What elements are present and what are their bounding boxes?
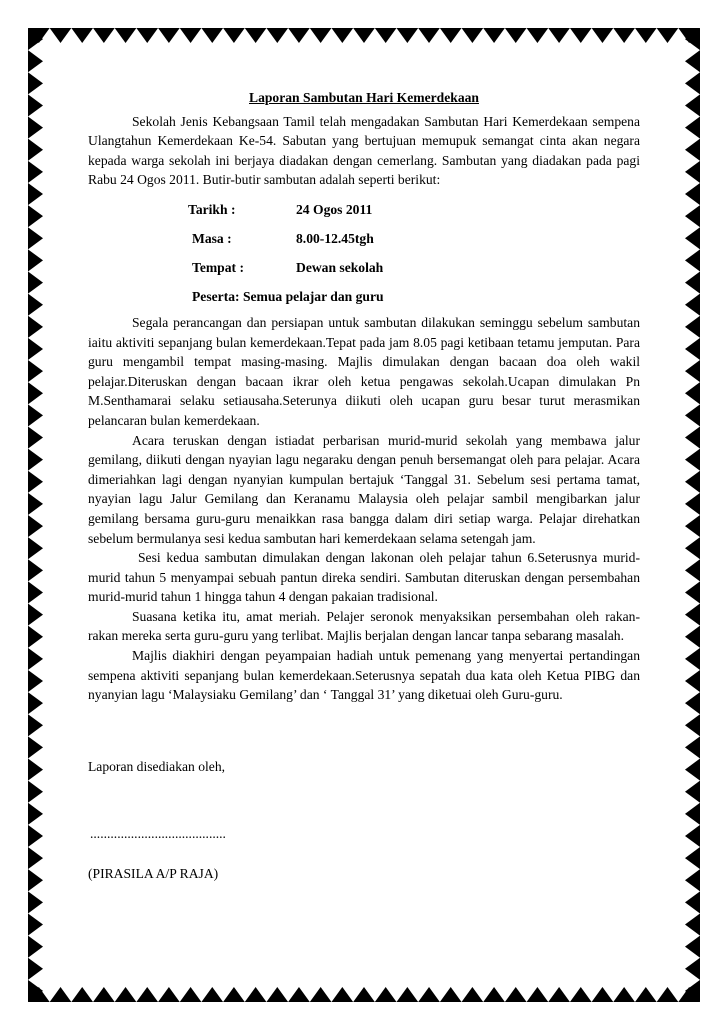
border-triangle	[28, 449, 43, 471]
border-triangle	[28, 294, 43, 316]
signature-label: Laporan disediakan oleh,	[88, 758, 226, 774]
border-triangle	[28, 161, 43, 183]
border-triangle	[685, 869, 700, 891]
border-triangle	[28, 205, 43, 227]
border-triangle	[685, 670, 700, 692]
body-paragraph-4: Suasana ketika itu, amat meriah. Pelajer seronok menyaksikan persembahan oleh rakan-rakan mereka serta guru-guru yang terlibat. Majlis berjalan dengan lancar tanpa sebarang masalah.	[88, 608, 640, 644]
border-triangle	[28, 604, 43, 626]
border-triangle	[527, 28, 549, 43]
masa-label: Masa :	[192, 230, 232, 246]
event-details	[88, 195, 640, 311]
border-triangle	[71, 987, 93, 1002]
border-triangle	[635, 28, 657, 43]
border-triangle	[685, 913, 700, 935]
border-triangle	[685, 360, 700, 382]
border-triangle	[28, 139, 43, 161]
border-triangle	[685, 604, 700, 626]
border-triangle	[685, 272, 700, 294]
border-triangle	[657, 28, 679, 43]
border-triangle	[28, 227, 43, 249]
border-triangle	[28, 537, 43, 559]
border-triangle	[28, 72, 43, 94]
border-triangle	[397, 987, 419, 1002]
border-triangle	[28, 825, 43, 847]
border-triangle	[28, 360, 43, 382]
peserta-line: Peserta: Semua pelajar dan guru	[192, 288, 384, 304]
border-triangle	[50, 987, 72, 1002]
border-triangle	[310, 28, 332, 43]
border-triangle	[28, 692, 43, 714]
border-triangle	[180, 987, 202, 1002]
border-triangle	[685, 958, 700, 980]
border-triangle	[685, 781, 700, 803]
border-triangle	[353, 987, 375, 1002]
border-triangle	[570, 987, 592, 1002]
border-triangle	[331, 28, 353, 43]
border-triangle	[462, 987, 484, 1002]
border-triangle	[28, 714, 43, 736]
border-triangle	[28, 404, 43, 426]
detail-row-masa	[88, 224, 640, 253]
tarikh-label: Tarikh :	[188, 201, 236, 217]
border-triangle	[180, 28, 202, 43]
border-triangle	[418, 28, 440, 43]
border-triangle	[28, 94, 43, 116]
border-triangle	[685, 581, 700, 603]
border-triangle	[28, 581, 43, 603]
border-triangle	[50, 28, 72, 43]
border-triangle	[592, 28, 614, 43]
border-triangle	[685, 537, 700, 559]
border-triangle	[685, 714, 700, 736]
border-triangle	[685, 338, 700, 360]
border-triangle	[28, 249, 43, 271]
border-triangle	[685, 803, 700, 825]
border-triangle	[28, 648, 43, 670]
border-triangle	[685, 471, 700, 493]
report-page	[88, 88, 640, 884]
border-triangle	[685, 50, 700, 72]
border-triangle	[28, 781, 43, 803]
border-triangle	[201, 987, 223, 1002]
border-triangle	[505, 987, 527, 1002]
border-triangle	[613, 987, 635, 1002]
border-triangle	[375, 987, 397, 1002]
body-paragraph-3: Sesi kedua sambutan dimulakan dengan lakonan oleh pelajar tahun 6.Seterusnya murid-murid tahun 5 menyampai sebuah pantun direka sendiri. Sambutan diteruskan dengan persembahan murid-murid tahun 1 hingga tahun 4 dengan pakaian tradisional.	[88, 550, 640, 605]
border-triangle	[266, 28, 288, 43]
border-triangle	[685, 648, 700, 670]
border-triangle	[685, 183, 700, 205]
border-triangle	[28, 515, 43, 537]
body-paragraph-5: Majlis diakhiri dengan peyampaian hadiah untuk pemenang yang menyertai pertandingan sempena aktiviti sepanjang bulan kemerdekaan.Seterusnya sepatah dua kata oleh Ketua PIBG dan nyanyian lagu ‘Malaysiaku Gemilang’ dan ‘ Tanggal 31’ yang diketuai oleh Guru-guru.	[88, 648, 640, 703]
intro-paragraph: Sekolah Jenis Kebangsaan Tamil telah mengadakan Sambutan Hari Kemerdekaan sempena Ulangtahun Kemerdekaan Ke-54. Sabutan yang bertujuan memupuk semangat cinta akan negara kepada warga sekolah ini berjaya diadakan dengan cemerlang. Sambutan yang diadakan pada pagi Rabu 24 Ogos 2011. Butir-butir sambutan adalah seperti berikut:	[88, 113, 640, 188]
border-triangle	[418, 987, 440, 1002]
border-triangle	[483, 28, 505, 43]
border-triangle	[28, 117, 43, 139]
border-triangle	[685, 404, 700, 426]
masa-value: 8.00-12.45tgh	[296, 230, 374, 246]
border-triangle	[685, 227, 700, 249]
border-triangle	[28, 426, 43, 448]
border-triangle	[288, 28, 310, 43]
detail-row-tarikh	[88, 195, 640, 224]
border-triangle	[115, 987, 137, 1002]
border-triangle	[685, 449, 700, 471]
border-triangle	[266, 987, 288, 1002]
border-triangle	[483, 987, 505, 1002]
border-triangle	[28, 493, 43, 515]
border-triangle	[685, 249, 700, 271]
border-triangle	[28, 670, 43, 692]
border-triangle	[548, 987, 570, 1002]
border-triangle	[28, 891, 43, 913]
signature-line: ........................................	[90, 826, 226, 842]
border-triangle	[93, 987, 115, 1002]
border-triangle	[440, 987, 462, 1002]
border-triangle	[310, 987, 332, 1002]
border-triangle	[613, 28, 635, 43]
border-triangle	[657, 987, 679, 1002]
border-triangle	[28, 471, 43, 493]
border-triangle	[28, 559, 43, 581]
border-triangle	[570, 28, 592, 43]
tempat-value: Dewan sekolah	[296, 259, 384, 275]
border-triangle	[397, 28, 419, 43]
border-triangle	[115, 28, 137, 43]
signatory-name: (PIRASILA A/P RAJA)	[88, 866, 219, 882]
border-triangle	[331, 987, 353, 1002]
border-triangle	[245, 987, 267, 1002]
border-triangle	[685, 936, 700, 958]
border-triangle	[685, 72, 700, 94]
border-triangle	[685, 493, 700, 515]
body-paragraph-2: Acara teruskan dengan istiadat perbarisan murid-murid sekolah yang membawa jalur gemilang, diikuti dengan nyayian lagu negaraku dengan penuh bersemangat oleh para pelajar. Acara dimeriahkan lagi dengan nyanyian kumpulan bertajuk ‘Tanggal 31. Sebelum sesi pertama tamat, nyayian lagu Jalur Gemilang dan Keranamu Malaysia oleh pelajar sambil mengibarkan jalur gemilang bersama guru-guru menaikkan rasa bangga dalam diri setiap warga. Pelajar direhatkan sebelum bermulanya sesi kedua sambutan hari kemerdekaan selama setengah jam.	[88, 432, 640, 546]
border-triangle	[685, 559, 700, 581]
border-triangle	[28, 913, 43, 935]
border-triangle	[685, 205, 700, 227]
detail-row-tempat	[88, 253, 640, 282]
border-triangle	[592, 987, 614, 1002]
border-triangle	[158, 987, 180, 1002]
border-triangle	[28, 338, 43, 360]
border-triangle	[685, 736, 700, 758]
border-triangle	[685, 94, 700, 116]
border-triangle	[685, 316, 700, 338]
border-triangle	[28, 936, 43, 958]
border-triangle	[223, 28, 245, 43]
border-triangle	[462, 28, 484, 43]
border-triangle	[685, 626, 700, 648]
border-triangle	[245, 28, 267, 43]
border-triangle	[440, 28, 462, 43]
border-triangle	[28, 382, 43, 404]
tempat-label: Tempat :	[192, 259, 244, 275]
border-triangle	[685, 759, 700, 781]
border-triangle	[685, 825, 700, 847]
tarikh-value: 24 Ogos 2011	[296, 201, 373, 217]
border-triangle	[28, 316, 43, 338]
border-triangle	[685, 891, 700, 913]
border-triangle	[288, 987, 310, 1002]
border-triangle	[685, 294, 700, 316]
border-triangle	[71, 28, 93, 43]
border-triangle	[635, 987, 657, 1002]
body-paragraph-1: Segala perancangan dan persiapan untuk sambutan dilakukan seminggu sebelum sambutan iaitu aktiviti sepanjang bulan kemerdekaan.Tepat pada jam 8.05 pagi ketibaan tetamu jemputan. Para guru mengambil tempat masing-masing. Majlis dimulakan dengan bacaan doa oleh wakil pelajar.Diteruskan dengan bacaan ikrar oleh ketua pengawas sekolah.Ucapan dimulakan Pn M.Senthamarai selaku setiausaha.Seterunya diikuti oleh ucapan guru besar turut merasmikan pelancaran bulan kemerdekaan.	[88, 314, 640, 428]
border-triangle	[28, 183, 43, 205]
border-triangle	[28, 50, 43, 72]
border-triangle	[685, 382, 700, 404]
border-triangle	[158, 28, 180, 43]
border-triangle	[136, 28, 158, 43]
border-triangle	[353, 28, 375, 43]
border-triangle	[28, 803, 43, 825]
border-triangle	[505, 28, 527, 43]
border-triangle	[93, 28, 115, 43]
border-triangle	[685, 847, 700, 869]
border-triangle	[685, 161, 700, 183]
border-triangle	[685, 692, 700, 714]
border-triangle	[28, 626, 43, 648]
report-title: Laporan Sambutan Hari Kemerdekaan	[249, 90, 479, 105]
border-triangle	[548, 28, 570, 43]
border-triangle	[527, 987, 549, 1002]
border-triangle	[201, 28, 223, 43]
border-triangle	[28, 869, 43, 891]
border-triangle	[685, 515, 700, 537]
border-triangle	[685, 117, 700, 139]
border-triangle	[375, 28, 397, 43]
border-triangle	[28, 958, 43, 980]
border-triangle	[136, 987, 158, 1002]
border-triangle	[685, 139, 700, 161]
border-triangle	[28, 759, 43, 781]
border-triangle	[28, 847, 43, 869]
border-triangle	[28, 736, 43, 758]
border-triangle	[223, 987, 245, 1002]
border-triangle	[685, 426, 700, 448]
border-triangle	[28, 272, 43, 294]
